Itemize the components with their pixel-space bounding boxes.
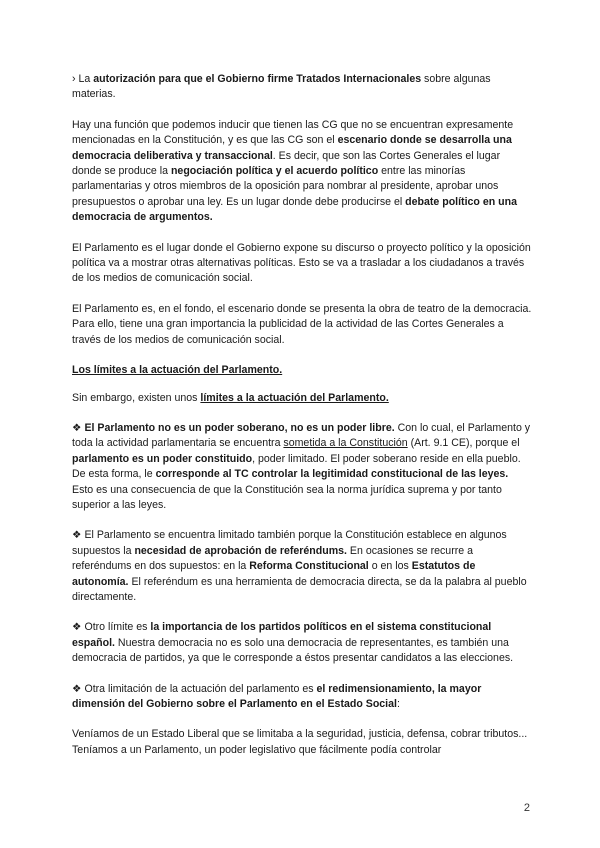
bold-text: Estatutos de autonomía. <box>72 560 476 588</box>
bullet-referendums <box>72 528 532 543</box>
paragraph-government-discourse: El Parlamento es el lugar donde el Gobierno expone su discurso o proyecto político y la oposición política va a mostrar otras alternativas políticas. Esto se va a trasladar a los ciudadanos a través de los medios de comunicación social. <box>72 241 531 285</box>
diamond-bullet-icon: ❖ <box>72 529 85 542</box>
text: Nuestra democracia no es solo una democracia de representantes, es también una democracia de partidos, ya que le corresponde a éstos presentar candidatos a las elecciones. <box>72 636 514 665</box>
text: entre las minorías parlamentarias y otros miembros de la oposición para nombrar al presidente, aprobar unos presupuestos o aprobar una ley. Es un lugar donde debe producirse el <box>72 165 499 208</box>
bold-text: debate político en una democracia de argumentos. <box>72 195 517 224</box>
text: Con lo cual, el Parlamento y toda la actividad parlamentaria se encuentra <box>72 421 531 450</box>
text: Otro límite es <box>84 621 151 634</box>
text: Otra limitación de la actuación del parlamento es <box>84 682 317 695</box>
bullet-government-dimension <box>72 682 532 713</box>
underlined-text: sometida a la Constitución <box>283 437 408 450</box>
text: Sin embargo, existen unos <box>72 391 201 404</box>
paragraph-deliberative-democracy <box>72 118 532 226</box>
paragraph-limits-intro <box>72 391 532 406</box>
text: : <box>396 698 400 710</box>
diamond-bullet-icon: ❖ <box>72 621 85 634</box>
paragraph-tc-control <box>72 467 532 513</box>
bold-text: necesidad de aprobación de referéndums. <box>134 544 347 557</box>
bold-text: negociación política y el acuerdo político <box>170 165 379 178</box>
document-page <box>72 72 532 758</box>
bold-text: el redimensionamiento, la mayor dimensión del Gobierno sobre el Parlamento en el Estado Social <box>72 682 482 710</box>
text: El Parlamento se encuentra limitado también porque la Constitución establece en algunos <box>84 529 507 542</box>
heading-text: Los límites a la actuación del Parlamento. <box>72 364 283 377</box>
text: o en los <box>368 560 412 573</box>
bold-text: escenario donde se desarrolla una democracia deliberativa y transaccional <box>72 134 512 162</box>
bullet-not-sovereign <box>72 421 532 467</box>
text: Hay una función que podemos inducir que tienen las CG que no se encuentran expresamente mencionadas en la Constitución, y es que las CG son el <box>72 118 514 147</box>
text: , poder limitado. El poder soberano reside en ella pueblo. <box>252 452 521 465</box>
text: Esto es una consecuencia de que la Constitución sea la norma jurídica suprema y por tanto superior a las leyes. <box>72 483 502 511</box>
text: › La <box>72 73 94 85</box>
paragraph-theatre: El Parlamento es, en el fondo, el escenario donde se presenta la obra de teatro de la democracia. Para ello, tiene una gran importancia la publicidad de la actividad de las Cortes Generales a través de los medios de comunicación social. <box>72 302 532 346</box>
page-number: 2 <box>523 802 530 814</box>
bullet-political-parties <box>72 620 532 666</box>
underlined-bold-text: límites a la actuación del Parlamento. <box>200 391 389 404</box>
bold-text: El Parlamento no es un poder soberano, no es un poder libre. <box>84 421 395 434</box>
text: sobre algunas materias. <box>72 73 491 101</box>
text: supuestos la <box>72 544 135 557</box>
text: . Es decir, que son las Cortes Generales el lugar donde se produce la <box>72 149 501 178</box>
text: De esta forma, le <box>72 468 156 481</box>
paragraph-treaties <box>72 72 532 103</box>
diamond-bullet-icon: ❖ <box>72 421 85 434</box>
bold-text: Reforma Constitucional <box>249 560 369 573</box>
text: (Art. 9.1 CE), porque el <box>407 437 520 450</box>
bold-text: la importancia de los partidos políticos en el sistema constitucional español. <box>72 621 492 649</box>
paragraph-liberal-state: Veníamos de un Estado Liberal que se limitaba a la seguridad, justicia, defensa, cobrar tributos... Teníamos a un Parlamento, un poder legislativo que fácilmente podía controlar <box>72 728 528 756</box>
section-heading <box>72 363 532 378</box>
bold-text: corresponde al TC controlar la legitimidad constitucional de las leyes. <box>155 468 509 481</box>
text: En ocasiones se recurre a referéndums en dos supuestos: en la <box>72 544 473 573</box>
bold-text: autorización para que el Gobierno firme Tratados Internacionales <box>93 73 422 85</box>
text: El referéndum es una herramienta de democracia directa, se da la palabra al pueblo directamente. <box>72 575 527 603</box>
bold-text: parlamento es un poder constituido <box>72 452 253 465</box>
diamond-bullet-icon: ❖ <box>72 682 85 695</box>
paragraph-referendums-cont <box>72 544 532 606</box>
